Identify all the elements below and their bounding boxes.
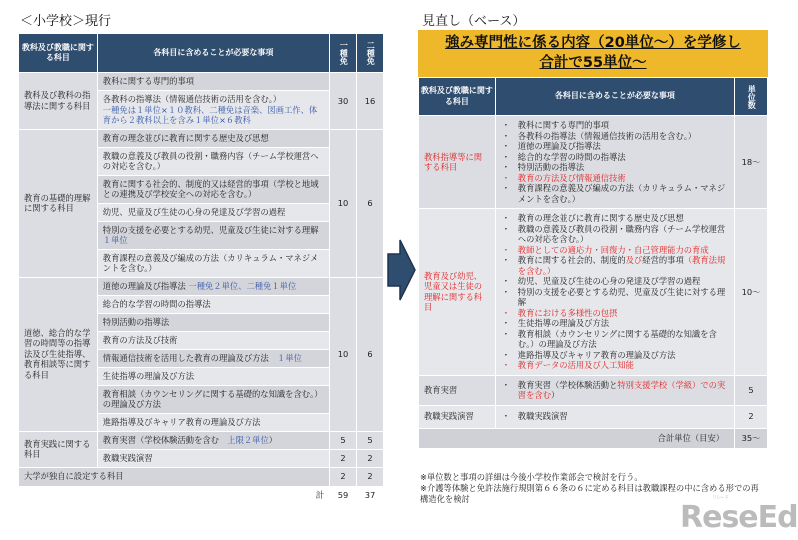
- table-row: [419, 375, 768, 405]
- text-segment: 各教科の指導法（情報通信技術の活用を含む。）: [102, 94, 282, 104]
- text-segment: 生徒指導の理論及び方法: [102, 370, 195, 381]
- text-segment: １単位: [277, 352, 302, 363]
- credits-type1: 10: [330, 129, 357, 277]
- table-row: [19, 431, 384, 449]
- table-row: [19, 73, 384, 91]
- list-item: [498, 183, 730, 204]
- text-segment: 特別活動の指導法: [517, 162, 585, 172]
- list-item: [498, 162, 730, 173]
- text-segment: 特別の支援を必要とする幼児、児童及び生徒に対する理解: [517, 286, 726, 307]
- list-item: [498, 360, 730, 371]
- subject-cell: 道徳、総合的な学習の時間等の指導法及び生徒指導、教育相談等に関する科目: [19, 277, 98, 431]
- text-segment: 特別の支援を必要とする幼児、児童及び生徒に対する理解: [102, 224, 327, 235]
- university-label: 大学が独自に設定する科目: [19, 467, 330, 486]
- text-segment: 教育相談（カウンセリングに関する基礎的な知識を含む。）の理論及び方法: [102, 388, 323, 409]
- text-segment: 教育の方法及び技術: [102, 334, 178, 345]
- text-segment: 教職の意義及び教員の役割・職務内容（チーム学校運営への対応を含む。）: [517, 223, 726, 244]
- text-segment: 一種免は１単位×１０教科、二種免は音楽、図画工作、体育から２教科以上を含み１単位×６教科: [102, 104, 318, 125]
- list-item: [498, 255, 730, 276]
- text-segment: 教科に関する専門的事項: [102, 76, 195, 87]
- units-cell: 10～: [735, 209, 768, 376]
- list-item: [498, 141, 730, 152]
- total-c2: 37: [357, 486, 384, 504]
- table-row: [19, 277, 384, 295]
- item-cell: [97, 147, 329, 175]
- text-segment: 特別活動の指導法: [102, 316, 170, 327]
- text-segment: 上限２単位: [227, 434, 269, 445]
- item-cell: [97, 91, 329, 130]
- list-item: [498, 152, 730, 163]
- text-segment: 教科に関する専門的事項: [517, 120, 610, 130]
- text-segment: 総合的な学習の時間の指導法: [517, 151, 626, 162]
- list-item: [498, 224, 730, 245]
- credits-type2: 6: [357, 277, 384, 431]
- text-segment: 教職実践演習: [102, 452, 153, 463]
- list-item: [498, 329, 730, 350]
- text-segment: 一種免２単位、二種免１単位: [188, 280, 297, 291]
- items-cell: [495, 209, 734, 376]
- text-segment: 各教科の指導法（情報通信技術の活用を含む。）: [517, 130, 697, 141]
- right-title: 見直し（ベース）: [422, 14, 526, 29]
- units-cell: 18～: [735, 116, 768, 209]
- subject-cell: 教育及び幼児、児童又は生徒の理解に関する科目: [419, 209, 496, 376]
- credits-type2: 6: [357, 129, 384, 277]
- item-cell: [97, 385, 329, 413]
- list-item: [498, 411, 730, 422]
- list-item: [498, 287, 730, 308]
- text-segment: 特別支援学校（学級）での実習を含む: [517, 379, 726, 400]
- header-subject: 教科及び教職に関する科目: [419, 78, 496, 116]
- reseed-logo: リシード ReseEd: [680, 495, 798, 535]
- item-cell: [97, 431, 329, 449]
- text-segment: 進路指導及びキャリア教育の理論及び方法: [102, 416, 261, 427]
- items-list: [498, 120, 730, 204]
- list-item: [498, 318, 730, 329]
- item-cell: [97, 249, 329, 277]
- item-cell: [97, 449, 329, 467]
- total-units: 35～: [735, 428, 768, 448]
- item-cell: [97, 367, 329, 385]
- text-segment: 教育課程の意義及び編成の方法（カリキュラム・マネジメントを含む。）: [517, 183, 726, 204]
- text-segment: 教育課程の意義及び編成の方法（カリキュラム・マネジメントを含む。）: [102, 252, 319, 273]
- total-label: 合計単位（目安）: [419, 428, 735, 448]
- text-segment: 道徳の理論及び指導法: [517, 141, 601, 151]
- text-segment: 教育に関する社会的、制度的又は経営的事項（学校と地域との連携及び学校安全への対応を含む。）: [102, 178, 319, 199]
- text-segment: 生徒指導の理論及び方法: [517, 318, 610, 328]
- table-row: [419, 209, 768, 376]
- total-row: [19, 486, 384, 504]
- item-cell: [97, 203, 329, 221]
- text-segment: 及び: [625, 255, 643, 265]
- item-cell: [97, 331, 329, 349]
- left-title: ＜小学校＞現行: [20, 14, 112, 29]
- list-item: [498, 308, 730, 319]
- items-cell: [495, 116, 734, 209]
- text-segment: 教育の理念並びに教育に関する歴史及び思想: [517, 213, 684, 223]
- item-cell: [97, 129, 329, 147]
- item-cell: [97, 73, 329, 91]
- text-segment: 教職実践演習: [517, 411, 568, 422]
- item-cell: [97, 175, 329, 203]
- header-items: 各科目に含めることが必要な事項: [97, 34, 329, 73]
- subject-cell: 教科及び教科の指導法に関する科目: [19, 73, 98, 130]
- text-segment: 情報通信技術を活用した教育の理論及び方法: [102, 352, 278, 363]
- subject-cell: 教科指導等に関する科目: [419, 116, 496, 209]
- banner-line-2: 合計で55単位～: [539, 55, 647, 71]
- item-cell: [97, 277, 329, 295]
- item-cell: [97, 295, 329, 313]
- note-2: ※介護等体験と免許法施行規則第６６条の６に定める科目は教職課程の中に含める形での再構造化を検討: [420, 483, 759, 504]
- current-curriculum-table: [18, 33, 384, 504]
- list-item: [498, 380, 730, 401]
- text-segment: 教師としての適応力・回復力・自己管理能力の育成: [517, 244, 709, 255]
- credits-type1: 2: [330, 467, 357, 486]
- text-segment: 教育の方法及び情報通信技術: [517, 172, 626, 183]
- total-row: [419, 428, 768, 448]
- table-row: [19, 129, 384, 147]
- text-segment: 教育の理念並びに教育に関する歴史及び思想: [102, 132, 269, 143]
- text-segment: 教育データの活用及び人工知能: [517, 360, 634, 370]
- university-row: [19, 467, 384, 486]
- text-segment: 幼児、児童及び生徒の心身の発達及び学習の過程: [517, 276, 701, 286]
- list-item: [498, 245, 730, 256]
- header-units: 単位数: [735, 78, 768, 116]
- summary-banner: [418, 30, 768, 77]
- banner-line-1: 強み専門性に係る内容（20単位～）を学修し: [445, 35, 741, 51]
- units-cell: 5: [735, 375, 768, 405]
- credits-type2: 2: [357, 467, 384, 486]
- credits-type1: 30: [330, 73, 357, 130]
- text-segment: 進路指導及びキャリア教育の理論及び方法: [517, 349, 676, 360]
- item-cell: [97, 413, 329, 431]
- text-segment: 経営的事項: [642, 255, 684, 265]
- text-segment: １単位: [102, 235, 128, 245]
- subject-cell: 教育実習: [419, 375, 496, 405]
- credits-cell: 5: [330, 431, 357, 449]
- header-type2: 二種免: [357, 34, 384, 73]
- credits-cell: 2: [330, 449, 357, 467]
- text-segment: 教育に関する社会的、制度的: [517, 255, 626, 265]
- text-segment: 道徳の理論及び指導法: [102, 280, 189, 291]
- subject-cell: 教育の基礎的理解に関する科目: [19, 129, 98, 277]
- text-segment: 教職の意義及び教員の役割・職務内容（チーム学校運営への対応を含む。）: [102, 150, 319, 171]
- header-subject: 教科及び教職に関する科目: [19, 34, 98, 73]
- text-segment: 教育実習（学校体験活動を含む: [102, 434, 228, 445]
- list-item: [498, 173, 730, 184]
- units-cell: 2: [735, 405, 768, 428]
- subject-cell: 教育実践に関する科目: [19, 431, 98, 467]
- list-item: [498, 276, 730, 287]
- items-cell: [495, 405, 734, 428]
- table-row: [419, 405, 768, 428]
- total-c1: 59: [330, 486, 357, 504]
- item-cell: [97, 349, 329, 367]
- revised-curriculum-table: [418, 77, 768, 449]
- total-label: 計: [19, 486, 330, 504]
- table-row: [419, 116, 768, 209]
- list-item: [498, 350, 730, 361]
- credits-cell: 2: [357, 449, 384, 467]
- header-items: 各科目に含めることが必要な事項: [495, 78, 734, 116]
- text-segment: 教育における多様性の包摂: [517, 307, 618, 318]
- note-1: ※単位数と事項の詳細は今後小学校作業部会で検討を行う。: [420, 472, 643, 482]
- subject-cell: 教職実践演習: [419, 405, 496, 428]
- text-segment: 教育実習（学校体験活動と: [517, 379, 618, 390]
- list-item: [498, 213, 730, 224]
- text-segment: 総合的な学習の時間の指導法: [102, 298, 211, 309]
- text-segment: ）: [551, 390, 560, 400]
- text-segment: 幼児、児童及び生徒の心身の発達及び学習の過程: [102, 206, 286, 217]
- item-cell: [97, 221, 329, 249]
- list-item: [498, 120, 730, 131]
- items-list: [498, 411, 730, 422]
- credits-type2: 16: [357, 73, 384, 130]
- text-segment: ）: [268, 434, 278, 445]
- list-item: [498, 131, 730, 142]
- items-list: [498, 213, 730, 371]
- credits-cell: 5: [357, 431, 384, 449]
- arrow-right-icon: [386, 238, 416, 302]
- credits-type1: 10: [330, 277, 357, 431]
- text-segment: （教育法規を含む。）: [517, 255, 726, 276]
- items-list: [498, 380, 730, 401]
- items-cell: [495, 375, 734, 405]
- text-segment: 教育相談（カウンセリングに関する基礎的な知識を含む。）の理論及び方法: [517, 328, 717, 349]
- header-type1: 一種免: [330, 34, 357, 73]
- item-cell: [97, 313, 329, 331]
